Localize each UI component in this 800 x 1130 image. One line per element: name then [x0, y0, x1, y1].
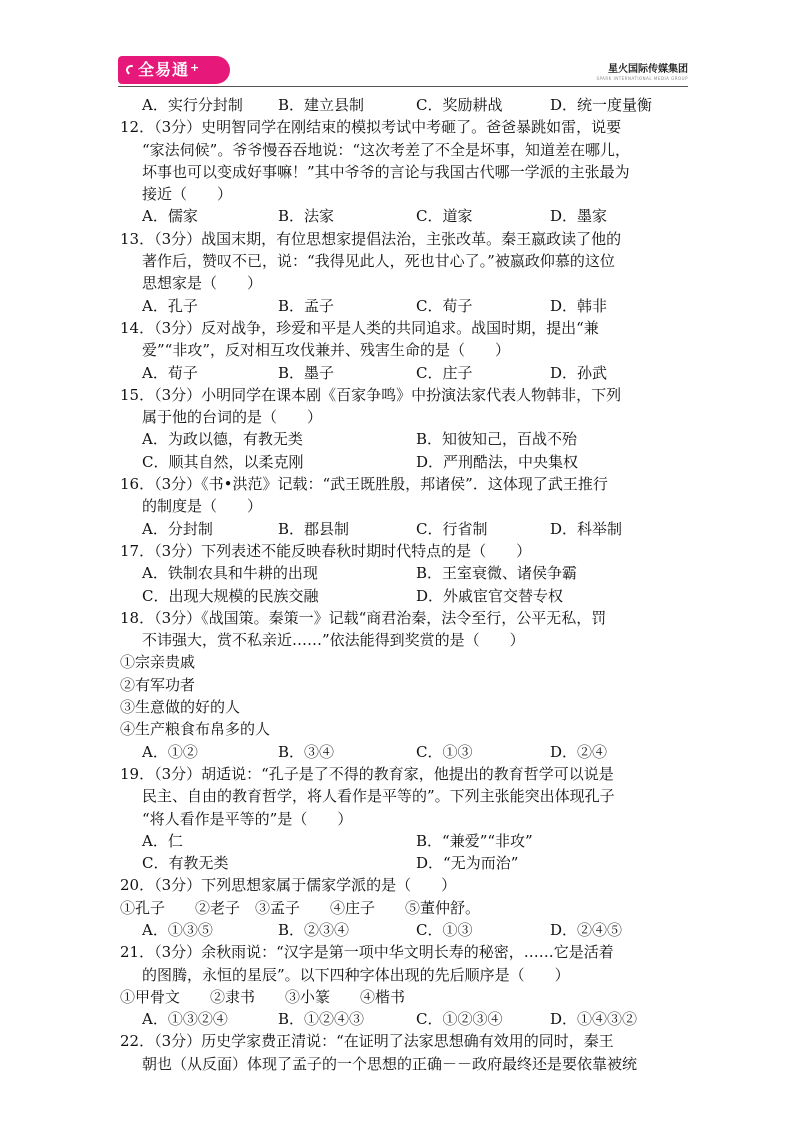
q20-options — [120, 919, 690, 941]
q17-option-a: A．铁制农具和牛耕的出现 — [142, 564, 318, 583]
q15-options-row-2 — [120, 451, 690, 473]
logo-text: 全易通 — [138, 60, 190, 79]
q17-options-row-2 — [120, 585, 690, 607]
q17-options-row-1 — [120, 562, 690, 584]
q19-option-c: C．有教无类 — [142, 854, 229, 873]
q11-options — [120, 94, 690, 116]
q21-options — [120, 1008, 690, 1030]
q19-option-b: B．“兼爱”“非攻” — [416, 831, 533, 850]
q19-options-row-1 — [120, 830, 690, 852]
q13-option-c: C．荀子 — [416, 296, 473, 315]
q12-option-b: B．法家 — [278, 207, 335, 226]
q16-options — [120, 518, 690, 540]
q21-line-1: 21．（3分）余秋雨说：“汉字是第一项中华文明长寿的秘密，……它是活着 — [120, 943, 614, 962]
q18-line-2: 不讳强大，赏不私亲近……”依法能得到奖赏的是（ ） — [142, 631, 525, 650]
q12-line-3: 坏事也可以变成好事嘛！”其中爷爷的言论与我国古代哪一学派的主张最为 — [142, 162, 630, 181]
q13-line-2: 著作后，赞叹不已，说：“我得见此人，死也甘心了。”被嬴政仰慕的这位 — [142, 252, 615, 271]
q20-option-d: D．②④⑤ — [550, 920, 623, 939]
q16-line-2: 的制度是（ ） — [142, 497, 263, 516]
q18-option-a: A．①② — [142, 742, 198, 761]
q17-option-d: D．外戚宦官交替专权 — [416, 586, 564, 605]
q21-items: ①甲骨文 ②隶书 ③小篆 ④楷书 — [120, 987, 406, 1006]
q13-option-a: A．孔子 — [142, 296, 198, 315]
q16-option-a: A．分封制 — [142, 519, 213, 538]
q12-options — [120, 205, 690, 227]
q20-line-1: 20．（3分）下列思想家属于儒家学派的是（ ） — [120, 876, 457, 895]
q19-option-d: D．“无为而治” — [416, 854, 519, 873]
q20-option-b: B．②③④ — [278, 920, 350, 939]
logo-swoosh-icon — [125, 64, 138, 77]
q11-option-a: A．实行分封制 — [142, 96, 243, 114]
q12-option-a: A．儒家 — [142, 207, 198, 226]
q16-option-d: D．科举制 — [550, 519, 623, 538]
q21-line-2: 的图腾，永恒的星辰”。以下四种字体出现的先后顺序是（ ） — [142, 965, 570, 984]
q15-option-b: B．知彼知己，百战不殆 — [416, 430, 578, 449]
q21-option-a: A．①③②④ — [142, 1010, 228, 1029]
header-divider — [118, 86, 688, 87]
q14-option-b: B．墨子 — [278, 363, 335, 382]
q14-line-1: 14．（3分）反对战争，珍爱和平是人类的共同追求。战国时期，提出“兼 — [120, 318, 599, 337]
q13-option-b: B．孟子 — [278, 296, 335, 315]
q18-option-b: B．③④ — [278, 742, 335, 761]
q16-line-1: 16．（3分）《书•洪范》记载：“武王既胜殷，邦诸侯”．这体现了武王推行 — [120, 475, 608, 494]
q11-option-d: D．统一度量衡 — [550, 96, 653, 114]
q17-option-c: C．出现大规模的民族交融 — [142, 586, 319, 605]
q14-line-2: 爱”“非攻”，反对相互攻伐兼并、残害生命的是（ ） — [142, 341, 511, 360]
q18-item-4: ④生产粮食布帛多的人 — [120, 720, 271, 739]
q14-options — [120, 362, 690, 384]
q19-line-1: 19．（3分）胡适说：“孔子是了不得的教育家，他提出的教育哲学可以说是 — [120, 764, 614, 783]
brand-name: 星火国际传媒集团 — [608, 64, 688, 75]
page-header — [118, 56, 688, 90]
q22-line-2: 朝也（从反面）体现了孟子的一个思想的正确－－政府最终还是要依靠被统 — [142, 1054, 638, 1073]
q20-items: ①孔子 ②老子 ③孟子 ④庄子 ⑤董仲舒。 — [120, 898, 481, 917]
q12-line-2: “家法伺候”。爷爷慢吞吞地说：“这次考差了不全是坏事，知道差在哪儿， — [142, 140, 631, 159]
q19-options-row-2 — [120, 852, 690, 874]
q16-option-c: C．行省制 — [416, 519, 488, 538]
q16-option-b: B．郡县制 — [278, 519, 350, 538]
q18-options — [120, 741, 690, 763]
q12-option-d: D．墨家 — [550, 207, 608, 226]
q15-option-a: A．为政以德，有教无类 — [142, 430, 303, 449]
q18-item-2: ②有军功者 — [120, 675, 196, 694]
quanyitong-logo — [118, 56, 230, 84]
q21-option-d: D．①④③② — [550, 1010, 638, 1029]
q18-line-1: 18．（3分）《战国策。秦策一》记载“商君治秦，法令至行，公平无私，罚 — [120, 608, 607, 627]
q14-option-c: C．庄子 — [416, 363, 473, 382]
q15-options-row-1 — [120, 428, 690, 450]
q20-option-a: A．①③⑤ — [142, 920, 213, 939]
q21-option-b: B．①②④③ — [278, 1010, 365, 1029]
q13-options — [120, 295, 690, 317]
brand-subtitle: SPARK INTERNATIONAL MEDIA GROUP — [596, 76, 688, 81]
q14-option-a: A．荀子 — [142, 363, 198, 382]
q21-option-c: C．①②③④ — [416, 1010, 503, 1029]
q15-option-d: D．严刑酷法，中央集权 — [416, 452, 579, 471]
q18-option-d: D．②④ — [550, 742, 608, 761]
q22-line-1: 22．（3分）历史学家费正清说：“在证明了法家思想确有效用的同时，秦王 — [120, 1032, 614, 1051]
q20-option-c: C．①③ — [416, 920, 473, 939]
q13-option-d: D．韩非 — [550, 296, 608, 315]
q15-line-1: 15．（3分）小明同学在课本剧《百家争鸣》中扮演法家代表人物韩非，下列 — [120, 385, 622, 404]
q14-option-d: D．孙武 — [550, 363, 608, 382]
logo-plus: + — [190, 61, 201, 74]
q19-line-2: 民主、自由的教育哲学，将人看作是平等的”。下列主张能突出体现孔子 — [142, 787, 615, 806]
q12-option-c: C．道家 — [416, 207, 473, 226]
question-list — [120, 94, 690, 1075]
q13-line-3: 思想家是（ ） — [142, 274, 263, 293]
q17-option-b: B．王室衰微、诸侯争霸 — [416, 564, 578, 583]
q12-line-4: 接近（ ） — [142, 185, 233, 204]
q12-line-1: 12．（3分）史明智同学在刚结束的模拟考试中考砸了。爸爸暴跳如雷，说要 — [120, 118, 622, 137]
q15-option-c: C．顺其自然，以柔克刚 — [142, 452, 304, 471]
q18-item-3: ③生意做的好的人 — [120, 698, 241, 717]
q11-option-c: C．奖励耕战 — [416, 96, 503, 114]
q17-line-1: 17．（3分）下列表述不能反映春秋时期时代特点的是（ ） — [120, 541, 532, 560]
q15-line-2: 属于他的台词的是（ ） — [142, 408, 323, 427]
q19-option-a: A．仁 — [142, 831, 183, 850]
q18-option-c: C．①③ — [416, 742, 473, 761]
brand-block — [596, 60, 688, 81]
q11-option-b: B．建立县制 — [278, 96, 365, 114]
q18-item-1: ①宗亲贵戚 — [120, 653, 196, 672]
q13-line-1: 13．（3分）战国末期，有位思想家提倡法治，主张改革。秦王嬴政读了他的 — [120, 229, 622, 248]
q19-line-3: “将人看作是平等的”是（ ） — [142, 809, 353, 828]
